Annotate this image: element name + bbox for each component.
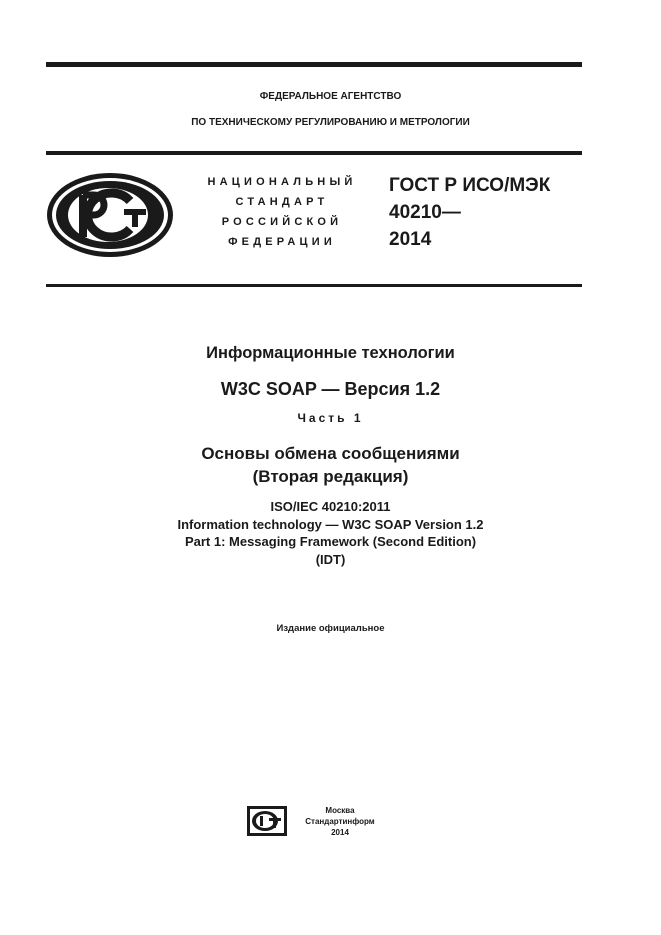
gost-designation-line: ГОСТ Р ИСО/МЭК — [389, 175, 551, 196]
national-standard-line: ФЕДЕРАЦИИ — [228, 236, 336, 248]
gost-designation-line: 2014 — [389, 229, 432, 250]
rst-certification-logo-icon — [46, 172, 174, 258]
national-standard-label — [198, 172, 366, 252]
title-rule — [46, 284, 582, 287]
edition-label: Издание официальное — [276, 623, 385, 634]
document-title-line2: W3C SOAP — Версия 1.2 — [220, 379, 441, 399]
publisher-year: 2014 — [331, 828, 349, 837]
national-standard-line: НАЦИОНАЛЬНЫЙ — [207, 176, 357, 188]
national-standard-line: РОССИЙСКОЙ — [221, 216, 343, 228]
english-title-line: Part 1: Messaging Framework (Second Edition) — [184, 534, 477, 549]
publisher-info — [290, 805, 390, 838]
english-title-line: (IDT) — [315, 551, 346, 567]
document-title-line1: Информационные технологии — [206, 344, 455, 362]
gost-designation-line: 40210— — [389, 202, 461, 223]
english-title-block — [0, 498, 661, 568]
standartinform-logo-icon — [247, 806, 287, 836]
publisher-city: Москва — [325, 806, 355, 815]
document-part: Часть 1 — [297, 411, 364, 425]
publisher-name: Стандартинформ — [305, 817, 375, 826]
document-subtitle-line: Основы обмена сообщениями — [201, 444, 460, 463]
document-subtitle — [0, 442, 661, 488]
national-standard-line: СТАНДАРТ — [235, 196, 329, 208]
english-title-line: ISO/IEC 40210:2011 — [270, 499, 391, 514]
gost-designation — [389, 172, 550, 253]
document-subtitle-line: (Вторая редакция) — [252, 467, 409, 486]
agency-name-line1: ФЕДЕРАЛЬНОЕ АГЕНТСТВО — [259, 91, 402, 102]
agency-name-line2: ПО ТЕХНИЧЕСКОМУ РЕГУЛИРОВАНИЮ И МЕТРОЛОГИИ — [191, 117, 470, 128]
header-rule — [46, 151, 582, 155]
english-title-line: Information technology — W3C SOAP Version 1.2 — [177, 516, 484, 532]
top-rule — [46, 62, 582, 67]
